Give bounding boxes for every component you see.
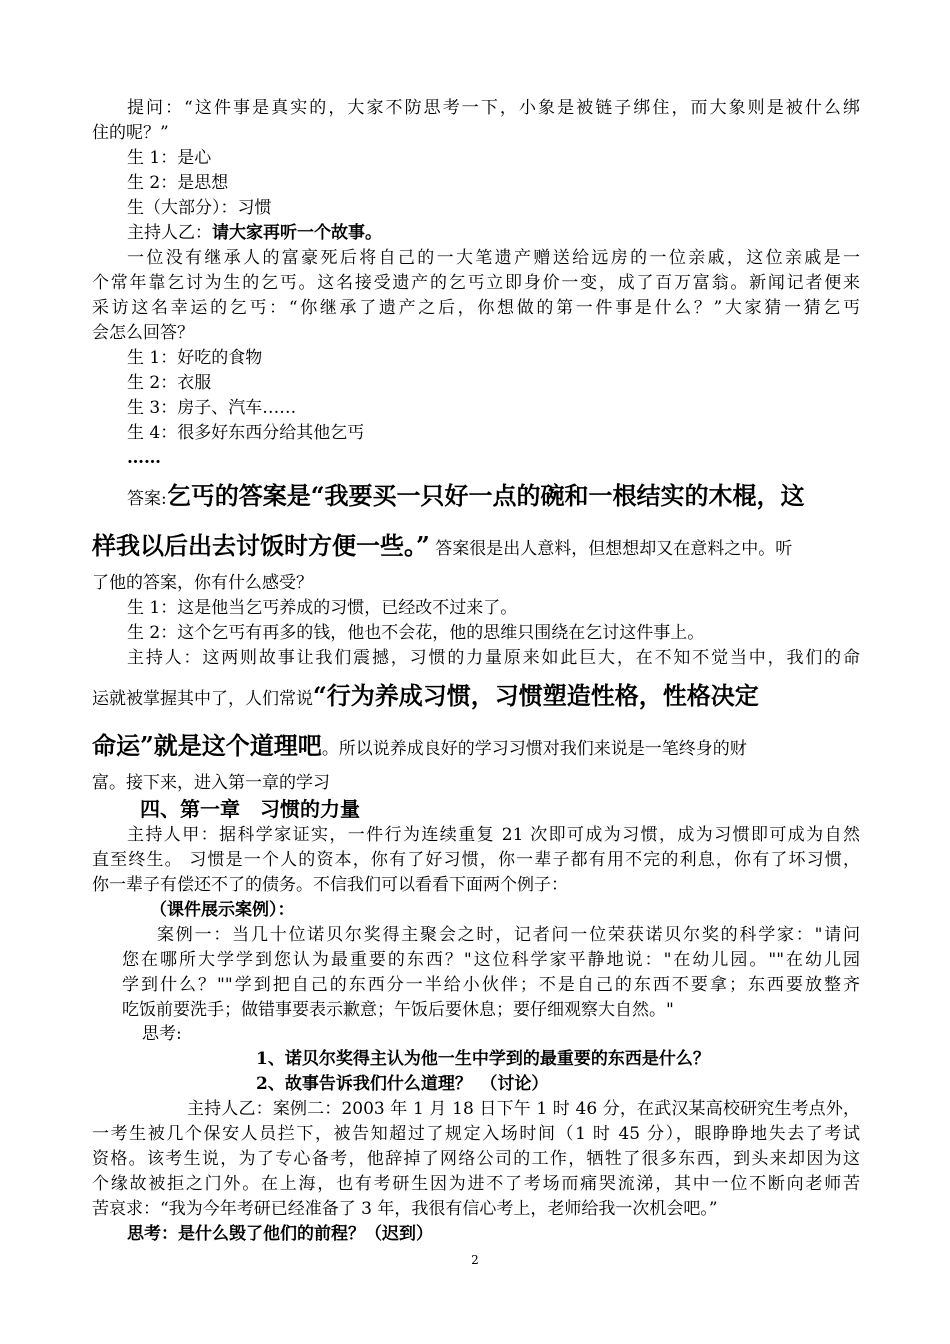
paragraph-line: 个常年靠乞讨为生的乞丐。这名接受遗产的乞丐立即身价一变，成了百万富翁。新闻记者便来 <box>92 273 860 293</box>
emphasis-quote: “行为养成习惯，习惯塑造性格，性格决定 <box>313 681 759 710</box>
answer-quote: 样我以后出去讨饭时方便一些。” <box>92 531 430 560</box>
paragraph-line: 会怎么回答？ <box>92 323 194 343</box>
paragraph-line: 你一辈子有偿还不了的债务。不信我们可以看看下面两个例子： <box>92 875 568 895</box>
paragraph-line: 主持人乙：案例二：2003 年 1 月 18 日下午 1 时 46 分，在武汉某高校研究生考点外， <box>187 1099 860 1119</box>
bold-text: 请大家再听一个故事。 <box>212 223 382 243</box>
emphasis-quote: 命运”就是这个道理吧 <box>92 731 322 760</box>
answer-quote: 乞丐的答案是“我要买一只好一点的碗和一根结实的木棍，这 <box>166 481 805 510</box>
dialogue-line: 生 4：很多好东西分给其他乞丐 <box>127 423 365 443</box>
speaker-label: 主持人乙： <box>127 223 212 243</box>
paragraph-line <box>92 726 747 766</box>
paragraph-text: 答案很是出人意料，但想想却又在意料之中。听 <box>429 539 793 559</box>
dialogue-line: 生 3：房子、汽车…… <box>127 398 297 418</box>
section-heading: 四、第一章 习惯的力量 <box>140 797 360 821</box>
answer-line <box>127 476 805 516</box>
paragraph-line: 学到什么？""学到把自己的东西分一半给小伙伴；不是自己的东西不要拿；东西要放整齐 <box>122 975 860 995</box>
dialogue-line: 生 2：这个乞丐有再多的钱，他也不会花，他的思维只围绕在乞讨这件事上。 <box>127 623 705 643</box>
paragraph-line: 一考生被几个保安人员拦下，被告知超过了规定入场时间（1 时 45 分），眼睁睁地失去了考试 <box>92 1124 860 1144</box>
paragraph-line: 吃饭前要洗手；做错事要表示歉意；午饭后要休息；要仔细观察大自然。" <box>122 1000 674 1020</box>
dialogue-line: 生 2：衣服 <box>127 373 212 393</box>
paragraph-line: 主持人：这两则故事让我们震撼，习惯的力量原来如此巨大，在不知不觉当中，我们的命 <box>127 648 860 668</box>
exhibit-label: （课件展示案例）： <box>150 900 295 920</box>
paragraph-text: 。所以说养成良好的学习习惯对我们来说是一笔终身的财 <box>321 739 747 759</box>
answer-line <box>92 526 792 566</box>
paragraph-line: 了他的答案，你有什么感受？ <box>92 573 313 593</box>
dialogue-line: 生 1：是心 <box>127 148 212 168</box>
paragraph-line <box>92 676 759 716</box>
dialogue-line: 生 1：好吃的食物 <box>127 348 263 368</box>
paragraph-line: 案例一：当几十位诺贝尔奖得主聚会之时，记者问一位荣获诺贝尔奖的科学家："请问 <box>157 925 860 945</box>
paragraph-line: 资格。该考生说，为了专心备考，他辞掉了网络公司的工作，牺牲了很多东西，到头来却因为这 <box>92 1149 860 1169</box>
paragraph-line: 个缘故被拒之门外。在上海，也有考研生因为进不了考场而痛哭流涕，其中一位不断向老师苦 <box>92 1174 860 1194</box>
dialogue-line: 生 1：这是他当乞丐养成的习惯，已经改不过来了。 <box>127 598 518 618</box>
page-number: 2 <box>471 1253 479 1267</box>
question-item: 2、故事告诉我们什么道理？ （讨论） <box>256 1074 549 1094</box>
think-label: 思考: <box>142 1024 182 1044</box>
paragraph-line: 采访这名幸运的乞丐：“你继承了遗产之后，你想做的第一件事是什么？”大家猜一猜乞丐 <box>92 298 860 318</box>
paragraph-line: 直至终生。 习惯是一个人的资本，你有了好习惯，你一辈子都有用不完的利息，你有了坏习惯， <box>92 850 860 870</box>
paragraph-line: 一位没有继承人的富豪死后将自己的一大笔遗产赠送给远房的一位亲戚，这位亲戚是一 <box>127 248 860 268</box>
paragraph-line: 主持人甲：据科学家证实，一件行为连续重复 21 次即可成为习惯，成为习惯即可成为自然 <box>127 825 860 845</box>
dialogue-line: 生 2：是思想 <box>127 173 229 193</box>
paragraph-line: 富。接下来，进入第一章的学习 <box>92 773 330 793</box>
answer-label: 答案: <box>127 489 167 509</box>
ellipsis-line: …… <box>127 448 161 468</box>
question-item: 1、诺贝尔奖得主认为他一生中学到的最重要的东西是什么？ <box>256 1049 710 1069</box>
paragraph-line: 住的呢？” <box>92 123 169 143</box>
paragraph-line: 您在哪所大学学到您认为最重要的东西？"这位科学家平静地说："在幼儿园。""在幼儿园 <box>122 950 860 970</box>
think-question: 思考：是什么毁了他们的前程？（迟到） <box>127 1224 433 1244</box>
paragraph-line: 苦哀求：“我为今年考研已经准备了 3 年，我很有信心考上，老师给我一次机会吧。” <box>92 1199 718 1219</box>
paragraph-text: 运就被掌握其中了，人们常说 <box>92 689 313 709</box>
paragraph-line: 提问：“这件事是真实的，大家不防思考一下，小象是被链子绑住，而大象则是被什么绑 <box>127 98 860 118</box>
dialogue-line: 生（大部分）：习惯 <box>127 198 272 218</box>
dialogue-line <box>127 221 382 245</box>
